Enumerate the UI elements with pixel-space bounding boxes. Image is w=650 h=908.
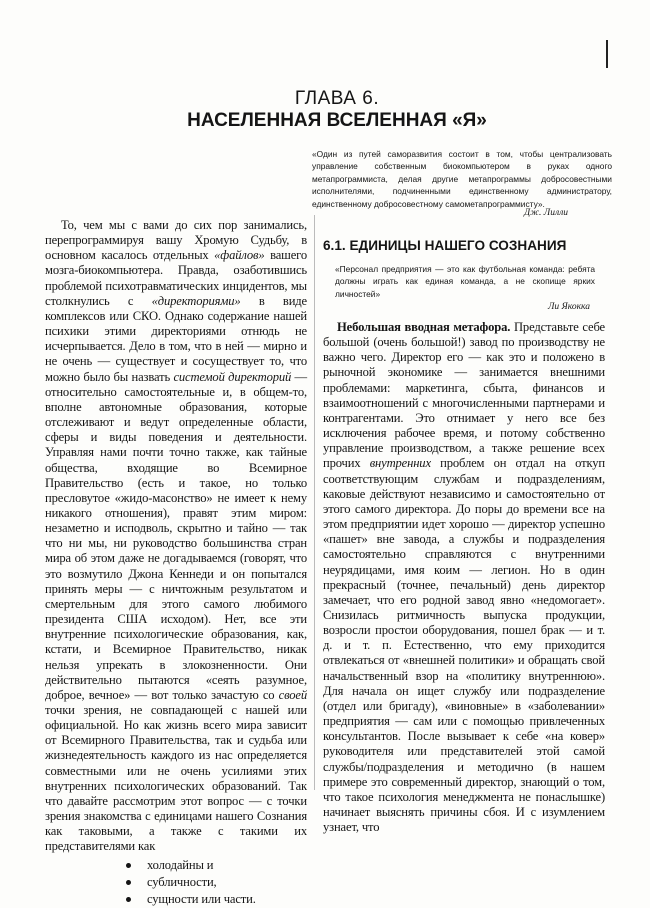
intro-paragraph: То, чем мы с вами до сих пор занимались, перепрограммируя вашу Хромую Судьбу, в основном касалось отдельных «файлов» вашего мозга-биокомпьютера. Правда, озаботившись проблемой психотравматических инцидентов, мы столкнулись с «директориями» в виде комплексов или СКО. Однако содержание нашей психики этими директориями отнюдь не исчерпывается. Дело в том, что в ней — мирно и не очень — существует и сосуществует то, что можно было бы назвать системой директорий — относительно самостоятельные и, в общем-то, вполне автономные образования, которые отслеживают и ведут определенные области, сферы и виды поведения и деятельности. Управляя нами почти точно также, как тайные общества, входящие во Всемирное Правительство (есть и такое, но только пресловутое «жидо-масонство» не имеет к нему никакого отношения), правят этим миром: незаметно и исподволь, скрытно и тайно — так что ни мы, ни руководство большинства стран мира об этом даже не догадываемся (говорят, что это возмутило Джона Кеннеди и он попытался принять меры — с ничтожным результатом и смертельным для этого самого любимого президента США исходом). Нет, все эти внутренние психологические образования, как, кстати, и Всемирное Правительство, никак нельзя упрекать в злокозненности. Они действительно пытаются «сеять разумное, доброе, вечное» — вот только зачастую со своей точки зрения, не совпадающей с нашей или официальной. Но как жизнь всего мира зависит от Всемирного Правительства, так и судьба или жизнедеятельность каждого из нас определяется совместными или не очень усилиями этих внутренних психологических образований. Так что давайте рассмотрим этот вопрос — с точки зрения знакомства с единицами нашего Сознания как таковыми, а также с такими их представителями как <box>45 218 307 854</box>
section-title: 6.1. ЕДИНИЦЫ НАШЕГО СОЗНАНИЯ <box>323 238 567 253</box>
left-column <box>45 218 307 908</box>
chapter-epigraph: «Один из путей саморазвития состоит в том, чтобы централизовать управление собственным биокомпьютером в руках одного метапрограммиста, делая другие метапрограммы добросовестными исполнителями, подчиненными единственному администратору, единственному добросовестному самометапрограммисту». <box>312 149 612 209</box>
chapter-title: НАСЕЛЕННАЯ ВСЕЛЕННАЯ «Я» <box>187 110 487 131</box>
bullet-list <box>45 857 307 908</box>
chapter-number: ГЛАВА 6. <box>294 88 380 109</box>
right-column <box>323 320 605 835</box>
list-item: сущности или части. <box>123 891 307 908</box>
margin-mark <box>606 40 608 68</box>
list-item: холодайны и <box>123 857 307 874</box>
epigraph-author: Дж. Лилли <box>524 208 568 218</box>
section-epigraph-author: Ли Якокка <box>547 302 590 312</box>
section-epigraph: «Персонал предприятия — это как футбольная команда: ребята должны играть как единая команда, а не скопище ярких личностей» <box>335 264 595 299</box>
metaphor-paragraph: Небольшая вводная метафора. Представьте себе большой (очень большой!) завод по производству не важно чего. Директор его — как это и положено в рыночной экономике — занимается внешними проблемами: маркетинга, сбыта, финансов и взаимоотношений с многочисленными партнерами и контрагентами. Это отнимает у него все без исключения рабочее время, и потому собственно управление производством, а также решение всех прочих внутренних проблем он отдал на откуп соответствующим службам и подразделениям, каковые действуют независимо и самостоятельно от этого самого директора. До поры до времени все на этом предприятии идет хорошо — директор успешно «пашет» вне завода, а службы и подразделения самостоятельно справляются с внутренними неурядицами, имя коим — легион. Но в один прекрасный (точнее, печальный) день директор замечает, что его родной завод явно «недомогает». Снизилась ритмичность выпуска продукции, возросли простои оборудования, пошел брак — и т. д. и т. п. Естественно, что ему приходится отвлекаться от «внешней политики» и обращать свой начальственный взор на «политику внутреннюю». Для начала он ищет службу или подразделение (отдел или бригаду), «виновные» в «заболевании» предприятия — сам или с помощью привлеченных консультантов. После вызывает к себе «на ковер» руководителя или представителей этой самой службы/подразделения и методично (в нашем примере это современный директор, знающий о том, что такое психология менеджмента не понаслышке) начинает выяснять причины сбоя. И с изумлением узнает, что <box>323 320 606 835</box>
column-divider <box>314 215 315 790</box>
list-item: субличности, <box>123 874 307 891</box>
